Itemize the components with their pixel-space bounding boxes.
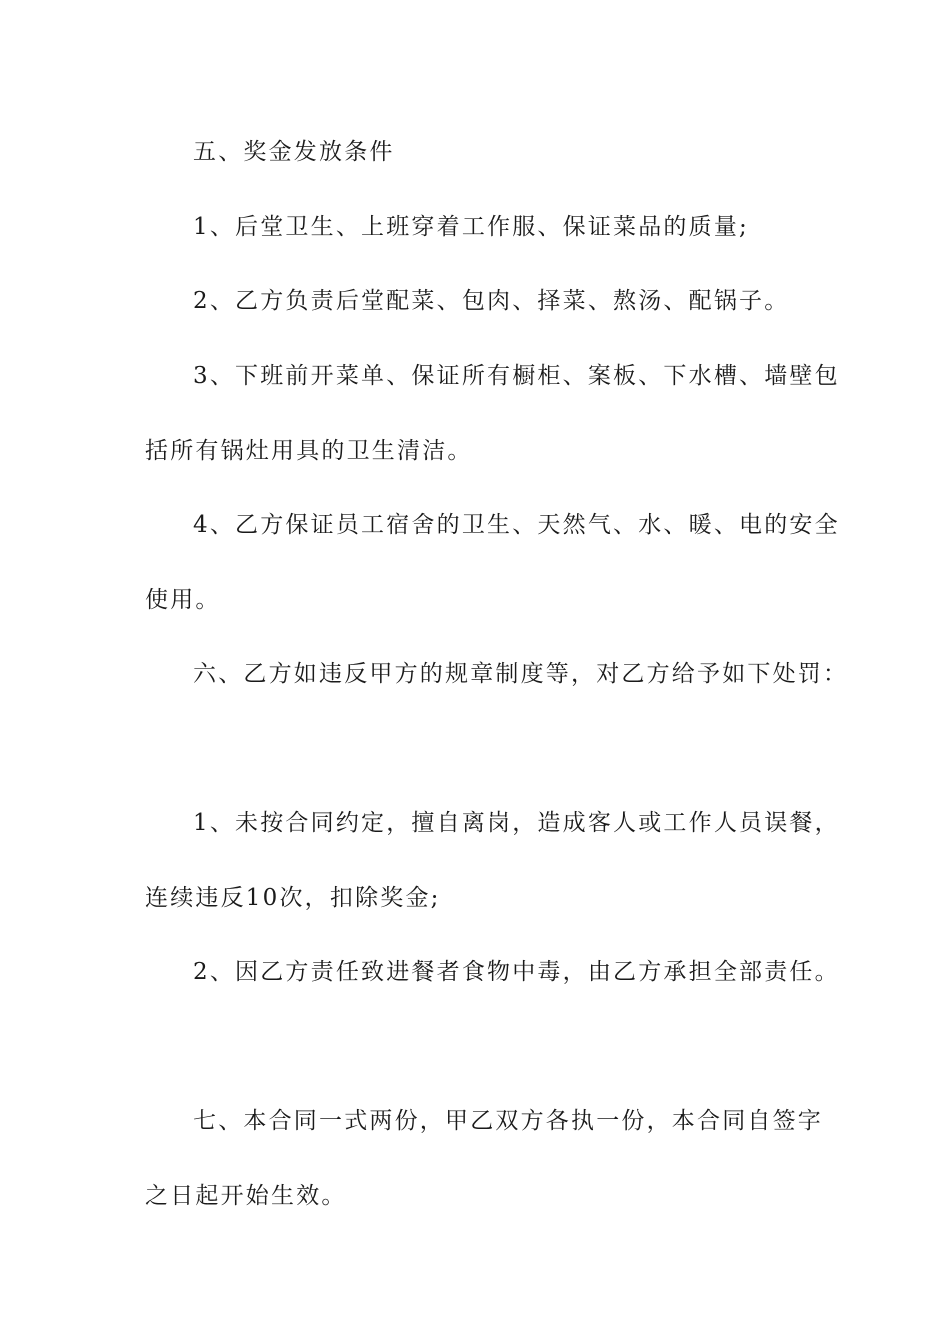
- paragraph-bonus-item-2: 2、乙方负责后堂配菜、包肉、择菜、熬汤、配锅子。: [193, 288, 790, 314]
- section-heading-bonus-conditions: 五、奖金发放条件: [193, 139, 395, 165]
- paragraph-bonus-item-3-line-2: 括所有锅灶用具的卫生清洁。: [145, 438, 473, 464]
- paragraph-penalty-item-1-line-2: 连续违反10次，扣除奖金;: [145, 885, 441, 911]
- paragraph-bonus-item-3-line-1: 3、下班前开菜单、保证所有橱柜、案板、下水槽、墙壁包: [193, 363, 840, 389]
- paragraph-bonus-item-1: 1、后堂卫生、上班穿着工作服、保证菜品的质量;: [193, 214, 749, 240]
- section-contract-copies-line-1: 七、本合同一式两份，甲乙双方各执一份，本合同自签字: [193, 1108, 823, 1134]
- paragraph-bonus-item-4-line-2: 使用。: [145, 587, 221, 613]
- section-heading-penalties: 六、乙方如违反甲方的规章制度等，对乙方给予如下处罚：: [193, 661, 849, 687]
- paragraph-penalty-item-1-line-1: 1、未按合同约定，擅自离岗，造成客人或工作人员误餐，: [193, 810, 840, 836]
- section-contract-copies-line-2: 之日起开始生效。: [145, 1183, 347, 1209]
- paragraph-bonus-item-4-line-1: 4、乙方保证员工宿舍的卫生、天然气、水、暖、电的安全: [193, 512, 840, 538]
- paragraph-penalty-item-2: 2、因乙方责任致进餐者食物中毒，由乙方承担全部责任。: [193, 959, 840, 985]
